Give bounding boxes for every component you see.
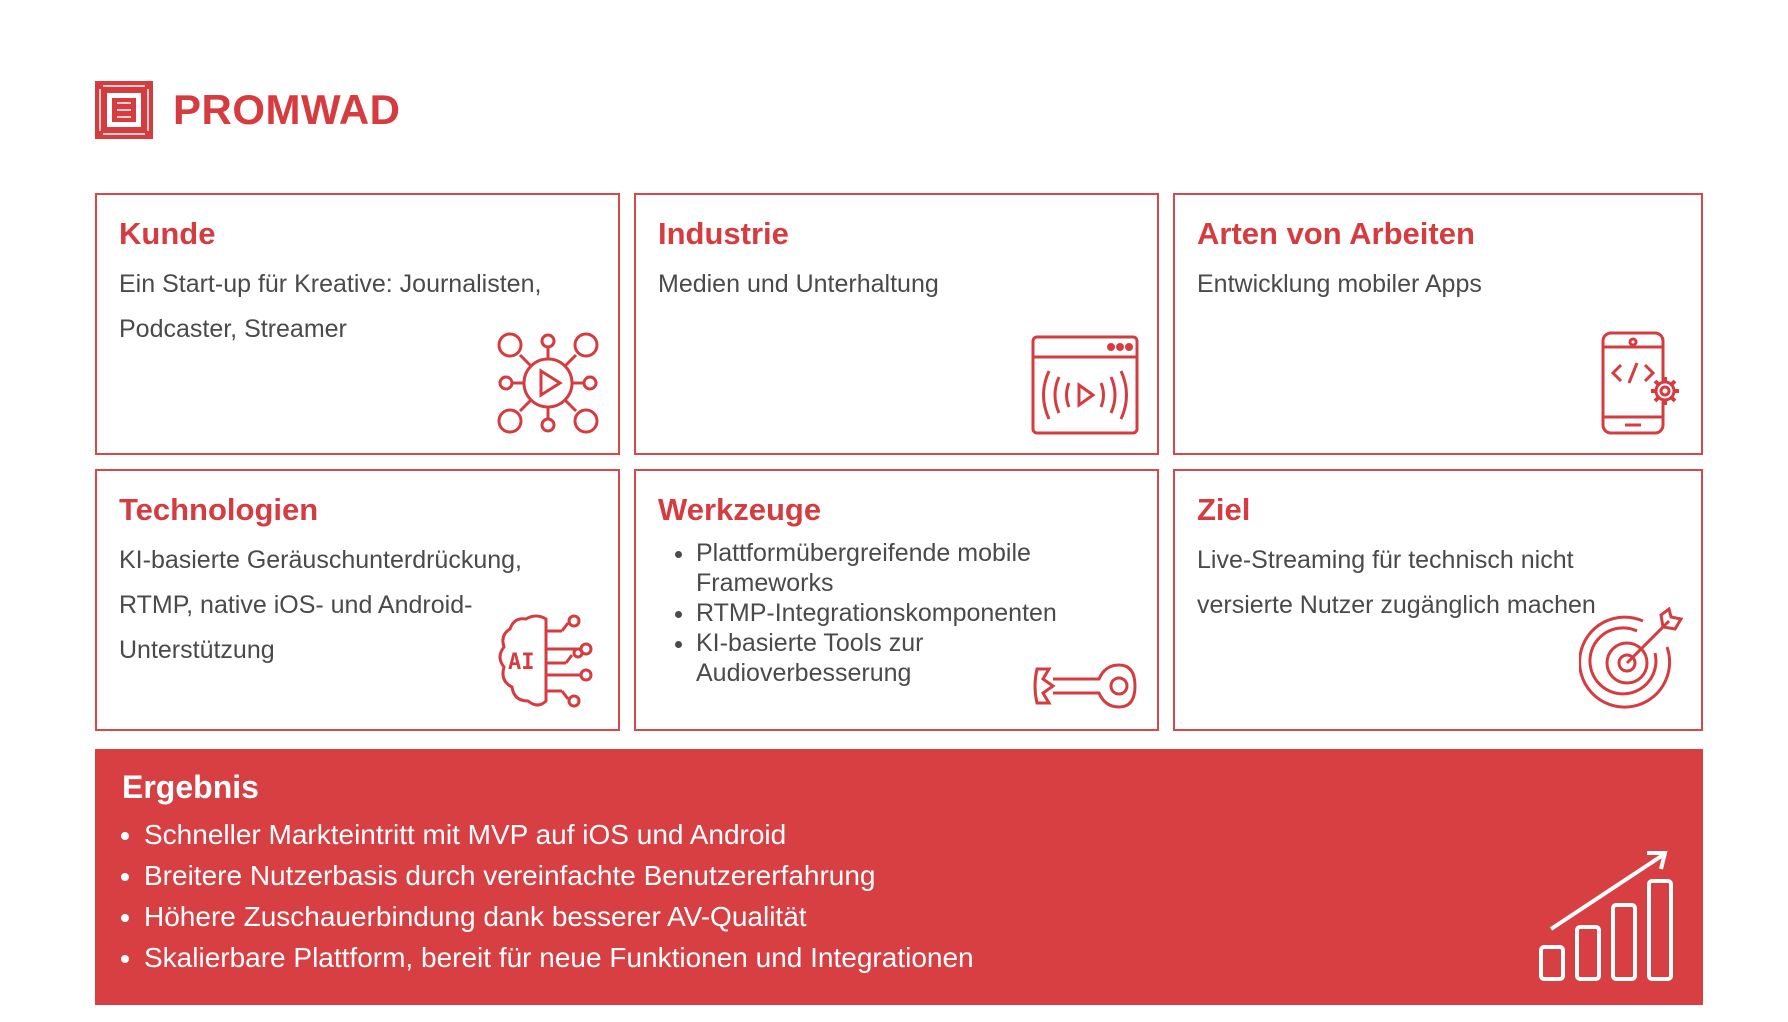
result-list [122,814,1676,978]
list-item: • Breitere Nutzerbasis durch vereinfachte Benutzererfahrung [144,855,1676,896]
mobile-code-icon [1599,331,1683,435]
brand-name: PROMWAD [173,86,401,133]
card-text: Medien und Unterhaltung [658,270,939,299]
card-title: Arten von Arbeiten [1197,216,1475,251]
card-title: Werkzeuge [658,492,822,527]
list-item: • Schneller Markteintritt mit MVP auf iOS und Android [144,814,1676,855]
chip-logo-icon [95,81,153,139]
card-text: Live-Streaming für technisch nicht versierte Nutzer zugänglich machen [1197,546,1596,620]
card-text: KI-basierte Geräuschunterdrückung, RTMP, native iOS- und Android-Unterstützung [119,546,522,665]
card-title: Kunde [119,216,216,251]
brand-logo[interactable] [95,81,401,139]
card-werkzeuge [634,469,1159,731]
card-text: Entwicklung mobiler Apps [1197,270,1482,299]
card-title: Ziel [1197,492,1251,527]
card-industrie [634,193,1159,455]
network-play-icon [496,331,600,435]
media-window-icon [1031,335,1139,435]
result-banner [95,749,1703,1005]
target-icon [1579,607,1683,711]
card-title: Industrie [658,216,789,251]
card-kunde [95,193,620,455]
card-technologien [95,469,620,731]
card-arten [1173,193,1703,455]
list-item: • Plattformübergreifende mobile Frameworks [696,538,1135,598]
result-title: Ergebnis [122,769,259,805]
list-item: • RTMP-Integrationskomponenten [696,598,1135,628]
wrench-icon [1031,661,1139,711]
ai-brain-icon [496,611,600,711]
list-item: • Skalierbare Plattform, bereit für neue Funktionen und Integrationen [144,937,1676,978]
card-ziel [1173,469,1703,731]
svg-text:AI: AI [508,650,535,675]
growth-chart-icon [1537,849,1677,983]
list-item: • KI-basierte Tools zur Audioverbesserung [696,628,1135,688]
list-item: • Höhere Zuschauerbindung dank besserer AV-Qualität [144,896,1676,937]
card-text: Ein Start-up für Kreative: Journalisten, Podcaster, Streamer [119,270,542,344]
card-title: Technologien [119,492,319,527]
